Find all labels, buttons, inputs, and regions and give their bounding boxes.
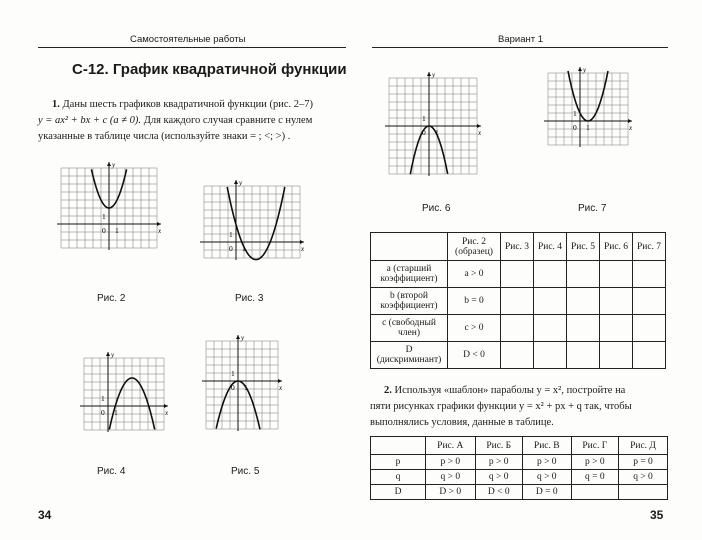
unit-x-label: 1 bbox=[114, 408, 118, 417]
origin-label: 0 bbox=[231, 383, 235, 392]
unit-x-label: 1 bbox=[242, 244, 246, 253]
unit-y-label: 1 bbox=[102, 212, 106, 221]
x-arrow bbox=[164, 404, 168, 408]
table2-cell: D = 0 bbox=[522, 485, 571, 500]
y-arrow bbox=[106, 352, 110, 356]
graph-grid bbox=[548, 73, 628, 145]
task1-line2: Для каждого случая сравните с нулем bbox=[143, 115, 313, 126]
unit-x-label: 1 bbox=[435, 128, 439, 137]
table1-answer-cell[interactable] bbox=[501, 315, 534, 342]
table1-answer-cell[interactable] bbox=[633, 342, 666, 369]
table2-cell: p > 0 bbox=[571, 455, 618, 470]
y-axis-label: y bbox=[241, 334, 245, 342]
table1-answer-cell[interactable] bbox=[567, 342, 600, 369]
graph-grid bbox=[204, 186, 300, 258]
unit-y-label: 1 bbox=[573, 109, 577, 118]
graph-grid bbox=[206, 341, 278, 429]
y-axis-label: y bbox=[112, 161, 116, 169]
table1-answer-cell[interactable] bbox=[534, 261, 567, 288]
unit-x-label: 1 bbox=[115, 226, 119, 235]
table2-header-a: Рис. А bbox=[426, 437, 476, 455]
table1-answer-cell[interactable] bbox=[633, 261, 666, 288]
x-arrow bbox=[300, 240, 304, 244]
unit-x-label: 1 bbox=[244, 383, 248, 392]
x-axis-label: x bbox=[158, 227, 162, 235]
figure-2-graph bbox=[55, 160, 170, 255]
table1-answer-cell[interactable] bbox=[534, 315, 567, 342]
table2-header-b: Рис. Б bbox=[475, 437, 522, 455]
x-arrow bbox=[157, 222, 161, 226]
running-header-left: Самостоятельные работы bbox=[130, 34, 246, 45]
table2-cell: q > 0 bbox=[475, 470, 522, 485]
origin-label: 0 bbox=[573, 123, 577, 132]
x-arrow bbox=[628, 119, 632, 123]
unit-y-label: 1 bbox=[101, 394, 105, 403]
y-axis-label: y bbox=[239, 179, 243, 187]
table1-answer-cell[interactable] bbox=[567, 261, 600, 288]
table2-header-corner bbox=[371, 437, 426, 455]
x-axis-label: x bbox=[165, 409, 169, 417]
table2-cell: p > 0 bbox=[522, 455, 571, 470]
conditions-table bbox=[370, 436, 668, 500]
figure-3-graph bbox=[198, 178, 308, 270]
table1-answer-cell[interactable] bbox=[633, 288, 666, 315]
task1-number: 1. bbox=[52, 99, 60, 110]
table2-row-label: p bbox=[371, 455, 426, 470]
table1-answer-cell[interactable] bbox=[600, 342, 633, 369]
page-number-right: 35 bbox=[650, 508, 664, 522]
table2-cell: q = 0 bbox=[571, 470, 618, 485]
table1-answer-cell[interactable] bbox=[534, 342, 567, 369]
table1-answer-cell[interactable] bbox=[501, 288, 534, 315]
y-arrow bbox=[427, 72, 431, 76]
table1-header-fig5: Рис. 5 bbox=[567, 233, 600, 261]
table1-answer-cell[interactable] bbox=[501, 261, 534, 288]
page-number-left: 34 bbox=[38, 508, 52, 522]
table1-header-fig3: Рис. 3 bbox=[501, 233, 534, 261]
table1-answer-cell[interactable] bbox=[501, 342, 534, 369]
table1-header-fig4: Рис. 4 bbox=[534, 233, 567, 261]
task1-line3: указанные в таблице числа (используйте знаки = ; <; >) . bbox=[38, 131, 291, 142]
table2-cell: q > 0 bbox=[522, 470, 571, 485]
caption-fig7: Рис. 7 bbox=[578, 203, 607, 214]
table2-header-v: Рис. В bbox=[522, 437, 571, 455]
x-axis-label: x bbox=[478, 129, 482, 137]
y-arrow bbox=[578, 67, 582, 71]
table1-answer-cell[interactable] bbox=[633, 315, 666, 342]
origin-label: 0 bbox=[102, 226, 106, 235]
caption-fig3: Рис. 3 bbox=[235, 293, 264, 304]
table2-row-label: D bbox=[371, 485, 426, 500]
origin-label: 0 bbox=[101, 408, 105, 417]
task1-text bbox=[38, 97, 358, 145]
table1-sample-cell: c > 0 bbox=[448, 315, 501, 342]
table1-header-fig6: Рис. 6 bbox=[600, 233, 633, 261]
task1-formula: y = ax² + bx + c (a ≠ 0). bbox=[38, 115, 142, 126]
table2-cell: p > 0 bbox=[426, 455, 476, 470]
table1-row-label: c (свободный член) bbox=[371, 315, 448, 342]
table1-answer-cell[interactable] bbox=[534, 288, 567, 315]
figure-7-graph bbox=[542, 65, 642, 155]
table1-row-label: D (дискриминант) bbox=[371, 342, 448, 369]
y-axis-label: y bbox=[111, 351, 115, 359]
table2-cell bbox=[618, 485, 667, 500]
caption-fig4: Рис. 4 bbox=[97, 466, 126, 477]
table2-cell: D < 0 bbox=[475, 485, 522, 500]
table2-cell bbox=[571, 485, 618, 500]
task2-text bbox=[370, 383, 670, 431]
table1-answer-cell[interactable] bbox=[600, 261, 633, 288]
unit-y-label: 1 bbox=[229, 230, 233, 239]
task2-line3: выполнялись условия, данные в таблице. bbox=[370, 417, 554, 428]
figure-4-graph bbox=[78, 350, 173, 435]
table2-row-label: q bbox=[371, 470, 426, 485]
table1-answer-cell[interactable] bbox=[600, 288, 633, 315]
figure-5-graph bbox=[200, 333, 290, 433]
header-rule-right bbox=[372, 47, 668, 48]
table1-sample-cell: D < 0 bbox=[448, 342, 501, 369]
table1-answer-cell[interactable] bbox=[567, 288, 600, 315]
task2-line2: пяти рисунках графики функции y = x² + px + q так, чтобы bbox=[370, 401, 632, 412]
table2-header-d: Рис. Д bbox=[618, 437, 667, 455]
task2-line1: Используя «шаблон» параболы y = x², постройте на bbox=[394, 385, 626, 396]
table1-sample-cell: b = 0 bbox=[448, 288, 501, 315]
x-axis-label: x bbox=[629, 124, 633, 132]
figure-6-graph bbox=[383, 70, 488, 185]
table1-header-corner bbox=[371, 233, 448, 261]
page-title: С-12. График квадратичной функции bbox=[72, 61, 347, 78]
table1-header-fig2: Рис. 2 (образец) bbox=[448, 233, 501, 261]
table2-cell: q > 0 bbox=[426, 470, 476, 485]
task1-line1: Даны шесть графиков квадратичной функции (рис. 2–7) bbox=[62, 99, 314, 110]
table2-cell: D > 0 bbox=[426, 485, 476, 500]
y-arrow bbox=[236, 335, 240, 339]
y-arrow bbox=[234, 180, 238, 184]
table1-answer-cell[interactable] bbox=[567, 315, 600, 342]
table1-header-fig7: Рис. 7 bbox=[633, 233, 666, 261]
table1-sample-cell: a > 0 bbox=[448, 261, 501, 288]
table1-row-label: b (второй коэффициент) bbox=[371, 288, 448, 315]
origin-label: 0 bbox=[422, 128, 426, 137]
comparison-table bbox=[370, 232, 666, 369]
table2-cell: p > 0 bbox=[475, 455, 522, 470]
origin-label: 0 bbox=[229, 244, 233, 253]
unit-x-label: 1 bbox=[586, 123, 590, 132]
y-axis-label: y bbox=[583, 66, 587, 74]
x-axis-label: x bbox=[301, 245, 305, 253]
table2-header-g: Рис. Г bbox=[571, 437, 618, 455]
x-arrow bbox=[278, 379, 282, 383]
unit-y-label: 1 bbox=[422, 114, 426, 123]
caption-fig6: Рис. 6 bbox=[422, 203, 451, 214]
task2-number: 2. bbox=[384, 385, 392, 396]
unit-y-label: 1 bbox=[231, 369, 235, 378]
table2-cell: q > 0 bbox=[618, 470, 667, 485]
caption-fig5: Рис. 5 bbox=[231, 466, 260, 477]
x-axis-label: x bbox=[279, 384, 283, 392]
header-rule-left bbox=[38, 47, 346, 48]
x-arrow bbox=[477, 124, 481, 128]
table2-cell: p = 0 bbox=[618, 455, 667, 470]
y-arrow bbox=[107, 162, 111, 166]
running-header-right: Вариант 1 bbox=[498, 34, 544, 45]
table1-row-label: a (старший коэффициент) bbox=[371, 261, 448, 288]
caption-fig2: Рис. 2 bbox=[97, 293, 126, 304]
y-axis-label: y bbox=[432, 71, 436, 79]
table1-answer-cell[interactable] bbox=[600, 315, 633, 342]
